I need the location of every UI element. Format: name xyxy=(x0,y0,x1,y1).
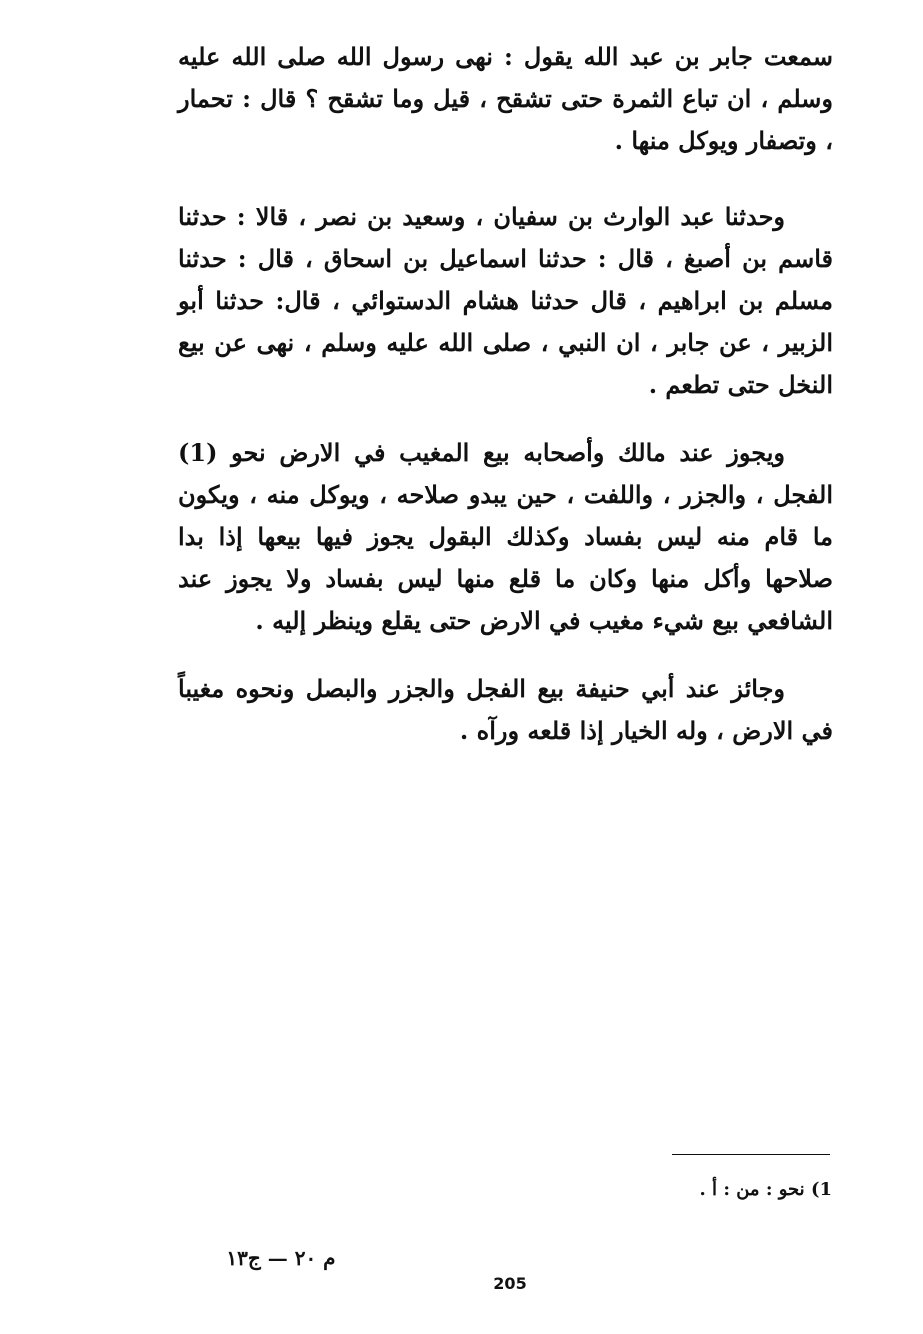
page-number: 205 xyxy=(493,1274,527,1293)
main-text xyxy=(178,36,833,752)
paragraph-1: سمعت جابر بن عبد الله يقول : نهى رسول الله صلى الله عليه وسلم ، ان تباع الثمرة حتى تشقح ، قيل وما تشقح ؟ قال : تحمار ، وتصفار ويوكل منها . xyxy=(178,42,833,155)
paragraph-4: وجائز عند أبي حنيفة بيع الفجل والجزر والبصل ونحوه مغيباً في الارض ، وله الخيار إذا قلعه ورآه . xyxy=(178,674,833,745)
printer-signature: م ٢٠ — ج١٣ xyxy=(226,1246,336,1270)
footnote-divider xyxy=(672,1154,830,1155)
paragraph-3: ويجوز عند مالك وأصحابه بيع المغيب في الارض نحو (1) الفجل ، والجزر ، واللفت ، حين يبدو صلاحه ، ويوكل منه ، ويكون ما قام منه ليس بفساد وكذلك البقول يجوز فيها بيعها إذا بدا صلاحها وأكل منها وكان ما قلع منها ليس بفساد ولا يجوز عند الشافعي بيع شيء مغيب في الارض حتى يقلع وينظر إليه . xyxy=(178,438,834,635)
footnote: 1) نحو : من : أ . xyxy=(699,1179,832,1200)
paragraph-2: وحدثنا عبد الوارث بن سفيان ، وسعيد بن نصر ، قالا : حدثنا قاسم بن أصبغ ، قال : حدثنا اسماعيل بن اسحاق ، قال : حدثنا مسلم بن ابراهيم ، قال حدثنا هشام الدستوائي ، قال: حدثنا أبو الزبير ، عن جابر ، ان النبي ، صلى الله عليه وسلم ، نهى عن بيع النخل حتى تطعم . xyxy=(178,202,833,399)
